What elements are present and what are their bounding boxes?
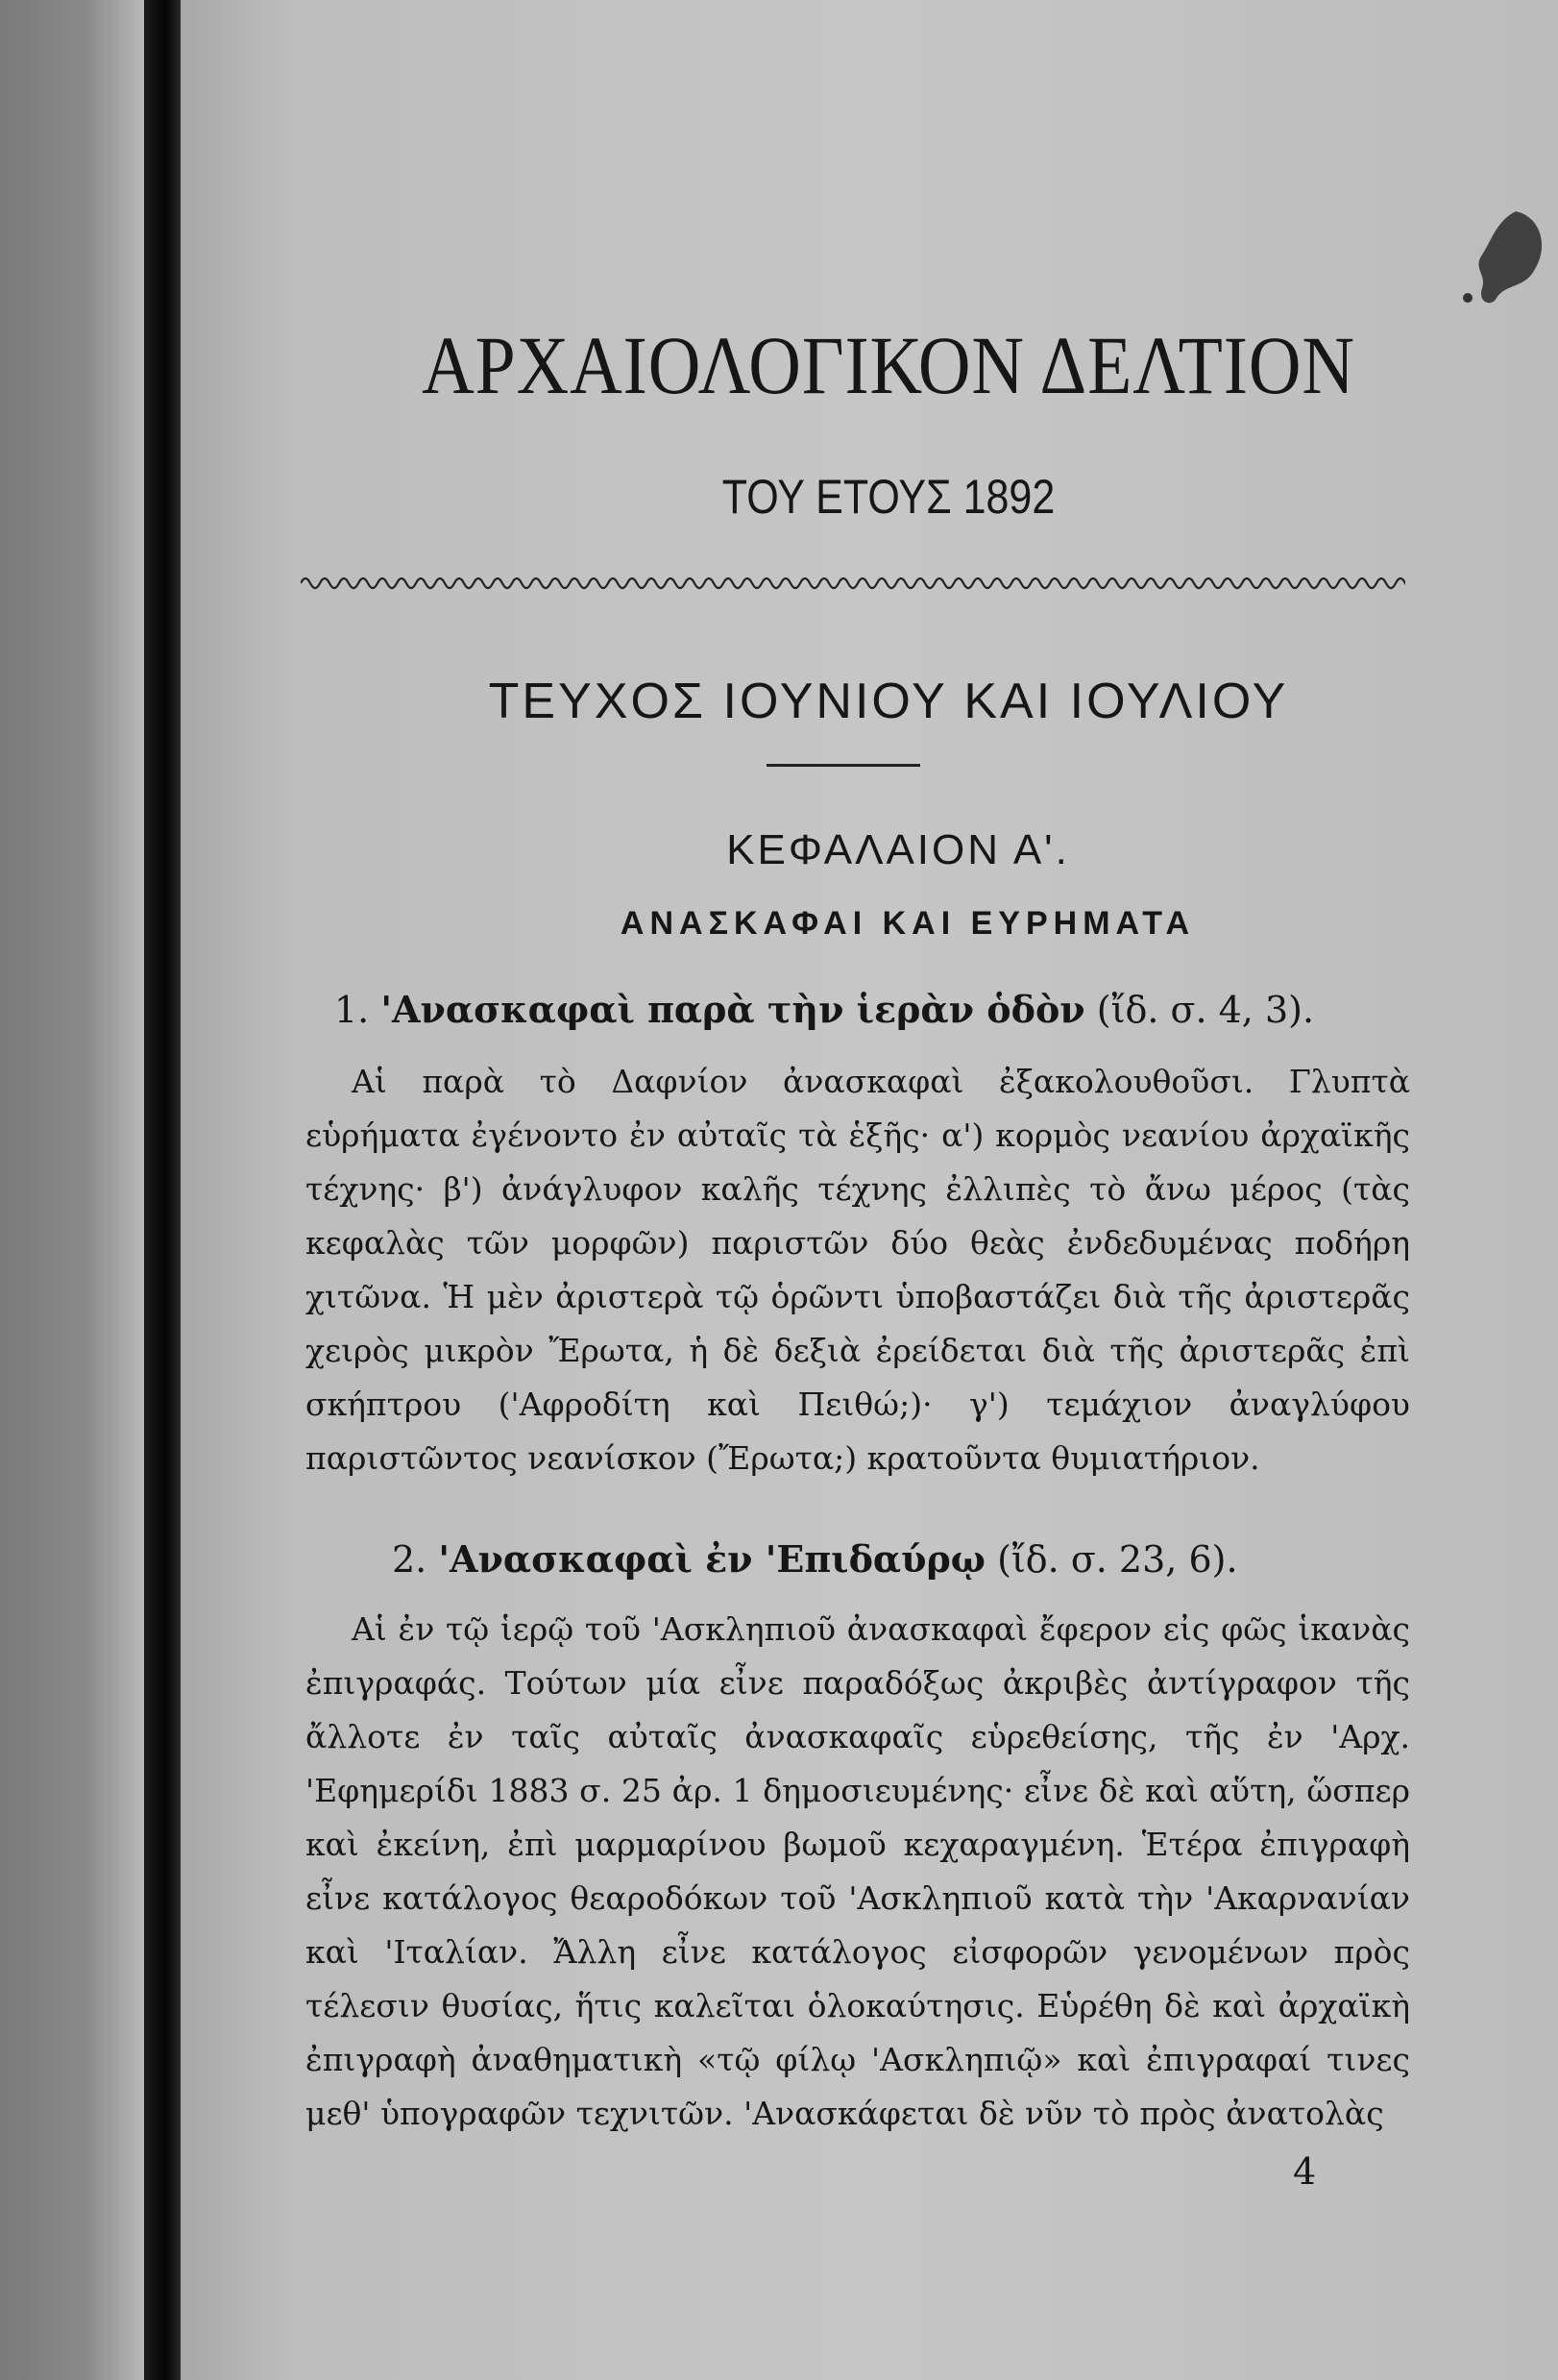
wavy-divider [301,569,1405,598]
journal-year: ΤΟΥ ΕΤΟΥΣ 1892 [721,470,1056,524]
article-2-reference: (ἴδ. σ. 23, 6). [997,1538,1238,1581]
article-2-heading [392,1537,1238,1581]
article-1-heading [334,988,1314,1031]
section-title: ΑΝΑΣΚΑΦΑΙ ΚΑΙ ΕΥΡΗΜΑΤΑ [620,905,1196,942]
article-1-reference: (ἴδ. σ. 4, 3). [1096,989,1315,1031]
article-1-number: 1. [334,989,370,1031]
scan-left-margin [0,0,144,2380]
article-2-text: Αἱ ἐν τῷ ἱερῷ τοῦ 'Ασκληπιοῦ ἀνασκαφαὶ ἔφερον εἰς φῶς ἱκανὰς ἐπιγραφάς. Τούτων μία εἶνε παραδόξως ἀκριβὲς ἀντίγραφον τῆς ἄλλοτε ἐν ταῖς αὐταῖς ἀνασκαφαῖς εὑρεθείσης, τῆς ἐν 'Αρχ. 'Εφημερίδι 1883 σ. 25 ἀρ. 1 δημοσιευμένης· εἶνε δὲ καὶ αὕτη, ὥσπερ καὶ ἐκείνη, ἐπὶ μαρμαρίνου βωμοῦ κεχαραγμένη. Ἑτέρα ἐπιγραφὴ εἶνε κατάλογος θεαροδόκων τοῦ 'Ασκληπιοῦ κατὰ τὴν 'Ακαρνανίαν καὶ 'Ιταλίαν. Ἄλλη εἶνε κατάλογος εἰσφορῶν γενομένων πρὸς τέλεσιν θυσίας, ἥτις καλεῖται ὁλοκαύτησις. Εὑρέθη δὲ καὶ ἀρχαϊκὴ ἐπιγραφὴ ἀναθηματικὴ «τῷ φίλῳ 'Ασκληπιῷ» καὶ ἐπιγραφαί τινες μεθ' ὑπογραφῶν τεχνιτῶν. 'Ανασκάφεται δὲ νῦν τὸ πρὸς ἀνατολὰς [305,1610,1410,2132]
book-spine [144,0,181,2380]
article-1-text: Αἱ παρὰ τὸ Δαφνίον ἀνασκαφαὶ ἐξακολουθοῦσι. Γλυπτὰ εὑρήματα ἐγένοντο ἐν αὐταῖς τὰ ἑξῆς· α') κορμὸς νεανίου ἀρχαϊκῆς τέχνης· β') ἀνάγλυφον καλῆς τέχνης ἐλλιπὲς τὸ ἄνω μέρος (τὰς κεφαλὰς τῶν μορφῶν) παριστῶν δύο θεὰς ἐνδεδυμένας ποδήρη χιτῶνα. Ἡ μὲν ἀριστερὰ τῷ ὁρῶντι ὑποβαστάζει διὰ τῆς ἀριστερᾶς χειρὸς μικρὸν Ἔρωτα, ἡ δὲ δεξιὰ ἐρείδεται διὰ τῆς ἀριστερᾶς ἐπὶ σκήπτρου ('Αφροδίτη καὶ Πειθώ;)· γ') τεμάχιον ἀναγλύφου παριστῶντος νεανίσκον (Ἔρωτα;) κρατοῦντα θυμιατήριον. [305,1063,1410,1477]
short-divider [767,764,920,767]
article-2-body [305,1603,1410,2141]
chapter-title: ΚΕΦΑΛΑΙΟΝ Α'. [726,826,1070,873]
page-number: 4 [1293,2150,1317,2193]
ink-stain-icon [1448,202,1554,317]
article-2-number: 2. [392,1538,427,1581]
journal-title: ΑΡΧΑΙΟΛΟΓΙΚΟΝ ΔΕΛΤΙΟΝ [422,319,1355,411]
article-1-body [305,1055,1410,1485]
book-page [181,0,1558,2380]
issue-title: ΤΕΥΧΟΣ ΙΟΥΝΙΟΥ ΚΑΙ ΙΟΥΛΙΟΥ [488,674,1289,729]
article-2-title: 'Ανασκαφαὶ ἐν 'Επιδαύρῳ [438,1537,986,1581]
article-1-title: 'Ανασκαφαὶ παρὰ τὴν ἱερὰν ὁδὸν [380,988,1085,1031]
